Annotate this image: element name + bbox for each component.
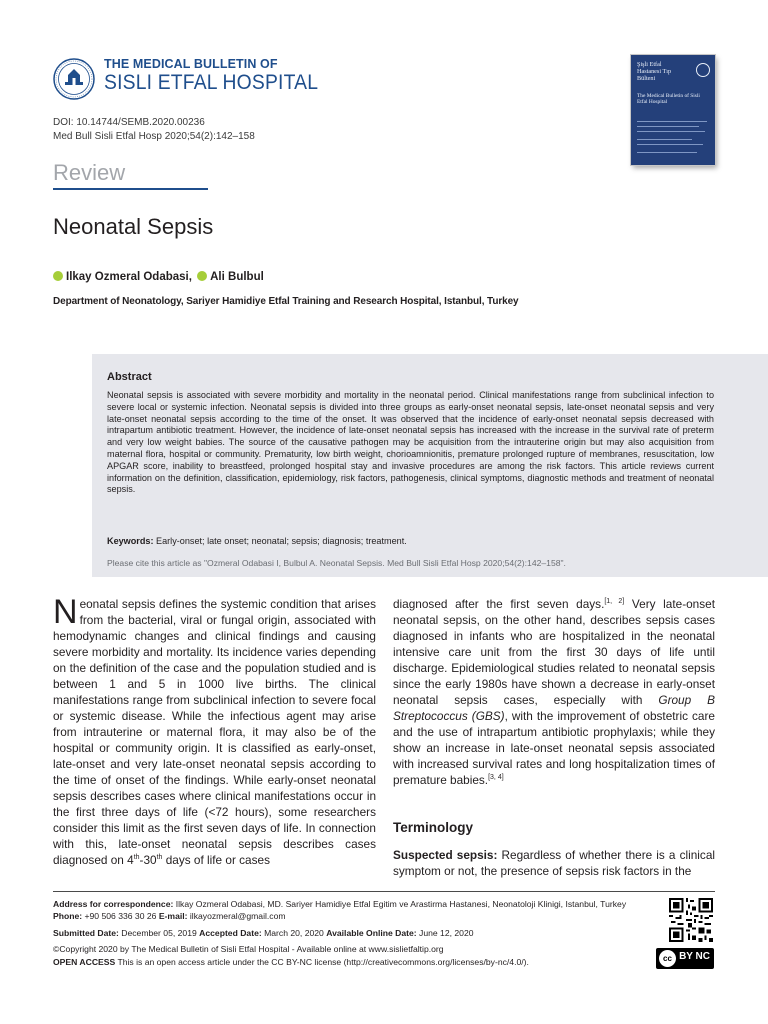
cc-license-badge[interactable] xyxy=(656,948,714,969)
cc-icon: cc xyxy=(659,950,676,967)
cover-text-line xyxy=(637,139,692,140)
cover-title: Şişli Etfal Hastanesi Tıp Bülteni xyxy=(637,61,672,83)
cite-this-article: Please cite this article as "Ozmeral Odabasi I, Bulbul A. Neonatal Sepsis. Med Bull Sisli Etfal Hosp 2020;54(2):142–158". xyxy=(107,558,566,568)
doi[interactable]: DOI: 10.14744/SEMB.2020.00236 xyxy=(53,117,205,128)
body-column-right-continued xyxy=(393,847,715,879)
orcid-icon[interactable] xyxy=(197,271,207,281)
journal-name-line2: SISLI ETFAL HOSPITAL xyxy=(104,71,319,94)
journal-citation: Med Bull Sisli Etfal Hosp 2020;54(2):142–158 xyxy=(53,131,255,142)
body-text: -30 xyxy=(139,853,157,867)
superscript: th xyxy=(133,854,140,862)
author-name: Ilkay Ozmeral Odabasi, xyxy=(66,271,192,283)
keywords-label: Keywords: xyxy=(107,536,154,546)
reference-citation[interactable]: [1, 2] xyxy=(604,598,625,606)
address-label: Address for correspondence: xyxy=(53,899,174,909)
email-label: E-mail: xyxy=(158,911,188,921)
abstract-text: Neonatal sepsis is associated with severe morbidity and mortality in the neonatal period. Clinical manifestations range from subclinical infection to severe local or systemic infection. Neonatal sepsis is divided into three groups as early-onset neonatal sepsis, late-onset neonatal sepsis and very late-onset neonatal sepsis according to the time of the onset. It was observed that the incidence of early-onset neonatal sepsis decreased with intrapartum antibiotic treatment. However, the incidence of late-onset neonatal sepsis has increased with the increase in the survival rate of preterm and very low weight babies. The source of the causative pathogen may be acquisition from the intrauterine origin but may also acquisition from maternal flora, hospital or community. Prematurity, low birth weight, chorioamnionitis, premature prolonged rupture of membranes, resuscitation, low APGAR score, inability to breastfeed, prolonged hospital stay and invasive procedures are among the risk factors. This article reviews current information on the definition, classification, epidemiology, risk factors, pathogenesis, clinical symptoms, diagnostic methods and treatment of neonatal sepsis. xyxy=(107,390,714,495)
online-date: June 12, 2020 xyxy=(416,928,474,938)
article-type-label: Review xyxy=(53,160,126,185)
cover-seal-icon xyxy=(696,63,710,77)
reference-citation[interactable]: [3, 4] xyxy=(488,774,504,782)
online-label: Available Online Date: xyxy=(326,928,417,938)
cover-text-line xyxy=(637,144,703,145)
orcid-icon[interactable] xyxy=(53,271,63,281)
dates-line xyxy=(53,928,474,940)
copyright-line: ©Copyright 2020 by The Medical Bulletin of Sisli Etfal Hospital - Available online at www.sislietfaltip.org xyxy=(53,944,444,954)
body-text: eonatal sepsis defines the systemic condition that arises from the bacterial, viral or fungal origin, associated with hemodynamic changes and clinical findings and causing severe morbidity and mortality. Its incidence varies depending on the definition of the case and the population studied and is between 1 and 5 in 1000 live births. The clinical manifestations range from subclinical infection to severe focal or systemic disease. While the infectious agent may arise from intrauterine or maternal flora, it may also be of the hospital or community origin. It is classified as early-onset, late-onset and very late-onset neonatal sepsis according to the time of onset of the findings. While early-onset neonatal sepsis describes cases where clinical manifestations occur in the first three days of life (<72 hours), some researchers consider this limit as the first seven days of life. In connection with this, late-onset neonatal sepsis describes cases diagnosed on 4 xyxy=(53,597,376,867)
author-name: Ali Bulbul xyxy=(210,271,264,283)
keywords xyxy=(107,536,714,546)
contact-line xyxy=(53,911,286,923)
section-heading-terminology: Terminology xyxy=(393,820,474,835)
correspondence-address xyxy=(53,899,626,911)
section-rule xyxy=(53,188,208,190)
address-text: Ilkay Ozmeral Odabasi, MD. Sariyer Hamidiye Etfal Egitim ve Arastirma Hastanesi, Neonatoloji Klinigi, Istanbul, Turkey xyxy=(173,899,627,909)
term-label: Suspected sepsis: xyxy=(393,848,498,862)
body-text: Regardless of whether there is a clinical symptom or not, the presence of sepsis risk factors in the xyxy=(393,848,715,878)
author-list xyxy=(53,271,264,283)
body-text: diagnosed after the first seven days. xyxy=(393,597,605,611)
qr-code-icon[interactable] xyxy=(669,898,713,942)
cover-text-line xyxy=(637,121,707,122)
cover-subtitle: The Medical Bulletin of Sisli Etfal Hospital xyxy=(637,93,700,106)
open-access-label: OPEN ACCESS xyxy=(53,957,116,967)
hospital-seal-logo xyxy=(53,58,95,100)
body-text: , with the improvement of obstetric care and the use of intrapartum antibiotic prophylaxis; while they show an increase in late-onset neonatal sepsis associated with increased survival rates and long hospitalization times of premature babies. xyxy=(393,709,715,787)
submitted-date: December 05, 2019 xyxy=(118,928,200,938)
submitted-label: Submitted Date: xyxy=(53,928,119,938)
body-text: Very late-onset neonatal sepsis, on the other hand, describes sepsis cases diagnosed in infants who are hospitalized in the neonatal intensive care unit from the first 30 days of life until discharge. Epidemiological studies related to neonatal sepsis since the early 1980s have shown a decrease in early-onset neonatal sepsis cases, especially with xyxy=(393,597,715,707)
body-column-right xyxy=(393,596,715,788)
article-title: Neonatal Sepsis xyxy=(53,214,214,239)
email-address[interactable]: ilkayozmeral@gmail.com xyxy=(187,911,286,921)
cc-badge-text: BY NC xyxy=(679,951,710,962)
accepted-date: March 20, 2020 xyxy=(261,928,327,938)
journal-name-line1: THE MEDICAL BULLETIN OF xyxy=(104,57,278,71)
license-text: This is an open access article under the CC BY-NC license (http://creativecommons.org/licenses/by-nc/4.0/). xyxy=(115,957,529,967)
accepted-label: Accepted Date: xyxy=(199,928,262,938)
open-access-line xyxy=(53,957,529,969)
author-affiliation: Department of Neonatology, Sariyer Hamidiye Etfal Training and Research Hospital, Istanbul, Turkey xyxy=(53,296,519,307)
body-column-left xyxy=(53,593,376,868)
abstract-heading: Abstract xyxy=(107,371,152,383)
phone-number: +90 506 336 30 26 xyxy=(82,911,159,921)
cover-text-line xyxy=(637,131,705,132)
cover-text-line xyxy=(637,126,699,127)
keywords-list: Early-onset; late onset; neonatal; sepsis; diagnosis; treatment. xyxy=(156,536,407,546)
drop-cap: N xyxy=(53,593,78,631)
phone-label: Phone: xyxy=(53,911,83,921)
cover-text-line xyxy=(637,152,697,153)
footer-divider xyxy=(53,891,715,892)
body-text: days of life or cases xyxy=(162,853,270,867)
organism-name: Group B Streptococcus (GBS) xyxy=(393,693,716,723)
superscript: th xyxy=(156,854,163,862)
journal-cover-image xyxy=(631,55,715,165)
